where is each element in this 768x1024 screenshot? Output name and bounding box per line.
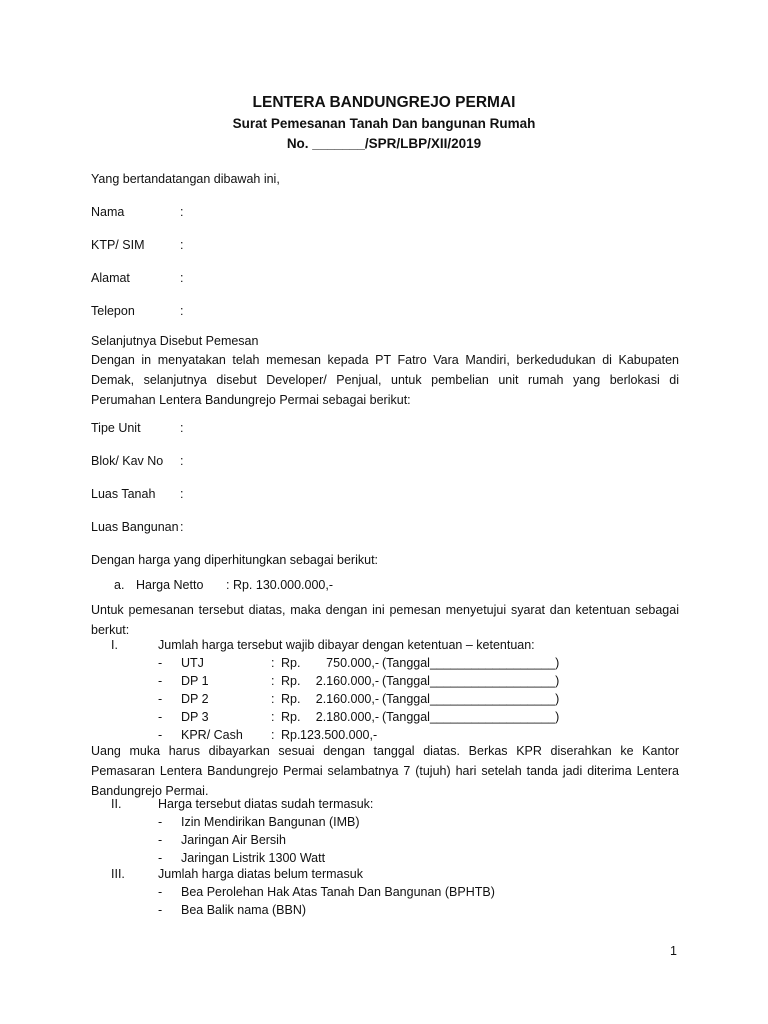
payment-date: (Tanggal__________________)	[382, 674, 560, 688]
statement-paragraph: Dengan in menyatakan telah memesan kepada PT Fatro Vara Mandiri, berkedudukan di Kabupaten Demak, selanjutnya disebut Developer/ Penjual, untuk pembelian unit rumah yang berlokasi di Perumahan Lentera Bandungrejo Permai sebagai berikut:	[91, 353, 679, 407]
payment-colon: :	[271, 674, 275, 688]
payment-colon: :	[271, 692, 275, 706]
field-label-nama: Nama	[91, 205, 125, 219]
field-label-telepon: Telepon	[91, 304, 135, 318]
section-numeral: II.	[111, 797, 122, 811]
list-item: Bea Balik nama (BBN)	[181, 903, 307, 917]
list-dash: -	[158, 833, 163, 847]
list-dash: -	[158, 851, 163, 865]
field-colon: :	[180, 487, 184, 501]
list-item: Jaringan Air Bersih	[181, 833, 286, 847]
payment-date: (Tanggal__________________)	[382, 710, 560, 724]
field-label-luas-bangunan: Luas Bangunan	[91, 520, 179, 534]
intro-text: Yang bertandatangan dibawah ini,	[91, 172, 280, 186]
list-item: Bea Perolehan Hak Atas Tanah Dan Bangunan (BPHTB)	[181, 885, 495, 899]
field-colon: :	[180, 304, 184, 318]
field-colon: :	[180, 454, 184, 468]
payment-colon: :	[271, 656, 275, 670]
payment-currency: Rp.	[281, 656, 301, 670]
list-dash: -	[158, 885, 163, 899]
payment-name: KPR/ Cash	[181, 728, 243, 742]
field-colon: :	[180, 520, 184, 534]
payment-colon: :	[271, 710, 275, 724]
field-colon: :	[180, 205, 184, 219]
payment-name: DP 3	[181, 710, 209, 724]
field-colon: :	[180, 421, 184, 435]
field-label-tipe-unit: Tipe Unit	[91, 421, 141, 435]
field-label-ktp: KTP/ SIM	[91, 238, 145, 252]
field-colon: :	[180, 238, 184, 252]
section-text: Harga tersebut diatas sudah termasuk:	[158, 797, 374, 811]
payment-currency: Rp.	[281, 674, 301, 688]
section-numeral: I.	[111, 638, 118, 652]
referred-as-text: Selanjutnya Disebut Pemesan	[91, 334, 259, 348]
section-text: Jumlah harga diatas belum termasuk	[158, 867, 363, 881]
price-item-marker: a.	[114, 578, 125, 592]
list-dash: -	[158, 903, 163, 917]
payment-currency: Rp.	[281, 692, 301, 706]
document-number: No. _______/SPR/LBP/XII/2019	[286, 136, 482, 151]
payment-currency: Rp.	[281, 728, 301, 742]
payment-amount: 750.000,-	[326, 656, 379, 670]
payment-name: UTJ	[181, 656, 204, 670]
field-label-luas-tanah: Luas Tanah	[91, 487, 156, 501]
payment-currency: Rp.	[281, 710, 301, 724]
price-item-label: Harga Netto	[136, 578, 204, 592]
payment-amount: 2.160.000,-	[315, 674, 379, 688]
payment-date: (Tanggal__________________)	[382, 692, 560, 706]
field-label-blok: Blok/ Kav No	[91, 454, 164, 468]
list-item: Izin Mendirikan Bangunan (IMB)	[181, 815, 360, 829]
payment-colon: :	[271, 728, 275, 742]
payment-amount: 2.180.000,-	[315, 710, 379, 724]
payment-amount: 2.160.000,-	[315, 692, 379, 706]
document-title: LENTERA BANDUNGREJO PERMAI	[252, 94, 516, 111]
section-text: Jumlah harga tersebut wajib dibayar dengan ketentuan – ketentuan:	[158, 638, 535, 652]
payment-date: (Tanggal__________________)	[382, 656, 560, 670]
list-dash: -	[158, 710, 163, 724]
list-dash: -	[158, 692, 163, 706]
field-label-alamat: Alamat	[91, 271, 130, 285]
list-item: Jaringan Listrik 1300 Watt	[181, 851, 326, 865]
document-subtitle: Surat Pemesanan Tanah Dan bangunan Rumah	[232, 116, 536, 131]
down-payment-note: Uang muka harus dibayarkan sesuai dengan tanggal diatas. Berkas KPR diserahkan ke Kantor Pemasaran Lentera Bandungrejo Permai selambatnya 7 (tujuh) hari setelah tanda jadi diterima Lentera Bandungrejo Permai.	[91, 744, 679, 798]
list-dash: -	[158, 674, 163, 688]
payment-name: DP 1	[181, 674, 209, 688]
payment-amount: 123.500.000,-	[300, 728, 378, 742]
agree-paragraph: Untuk pemesanan tersebut diatas, maka dengan ini pemesan menyetujui syarat dan ketentuan sebagai berkut:	[91, 603, 679, 637]
section-numeral: III.	[111, 867, 125, 881]
price-item-value: : Rp. 130.000.000,-	[226, 578, 334, 592]
list-dash: -	[158, 656, 163, 670]
page-number: 1	[670, 944, 677, 958]
field-colon: :	[180, 271, 184, 285]
list-dash: -	[158, 815, 163, 829]
payment-name: DP 2	[181, 692, 209, 706]
price-intro: Dengan harga yang diperhitungkan sebagai berikut:	[91, 553, 379, 567]
list-dash: -	[158, 728, 163, 742]
